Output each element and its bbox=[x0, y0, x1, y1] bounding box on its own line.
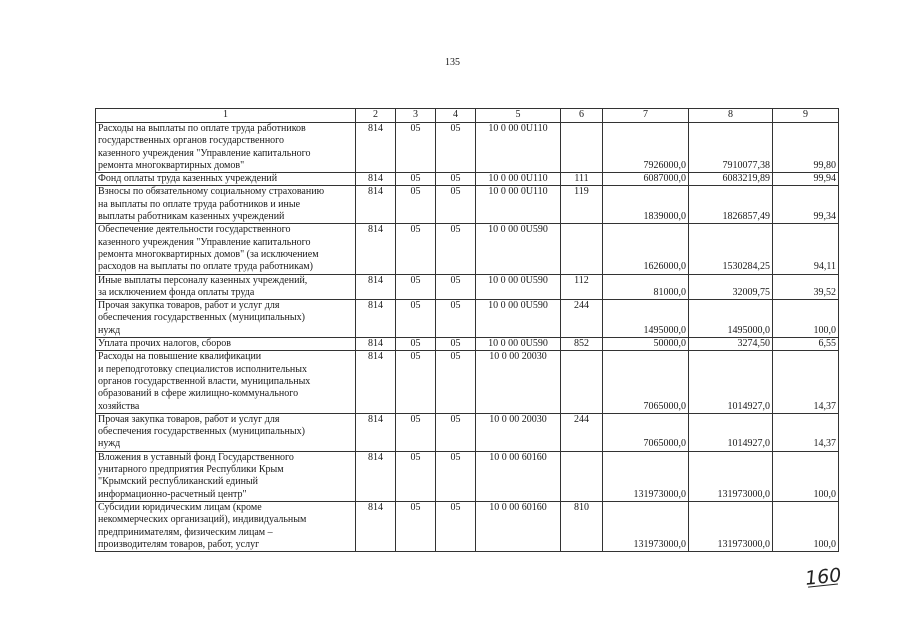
row-code-2: 814 bbox=[356, 451, 396, 501]
row-code-6: 852 bbox=[561, 338, 603, 351]
row-code-5: 10 0 00 0U110 bbox=[476, 173, 561, 186]
row-code-4: 05 bbox=[436, 186, 476, 224]
table-row bbox=[96, 300, 839, 338]
row-code-5: 10 0 00 20030 bbox=[476, 413, 561, 451]
row-code-3: 05 bbox=[396, 338, 436, 351]
row-value-7: 81000,0 bbox=[603, 274, 689, 300]
row-code-4: 05 bbox=[436, 173, 476, 186]
row-code-2: 814 bbox=[356, 224, 396, 274]
row-percent-9: 14,37 bbox=[773, 351, 839, 413]
row-value-8: 1826857,49 bbox=[689, 186, 773, 224]
column-header: 8 bbox=[689, 109, 773, 123]
row-code-5: 10 0 00 0U590 bbox=[476, 338, 561, 351]
row-description bbox=[96, 186, 356, 224]
row-value-8: 131973000,0 bbox=[689, 501, 773, 551]
row-code-5: 10 0 00 0U590 bbox=[476, 300, 561, 338]
row-code-2: 814 bbox=[356, 173, 396, 186]
row-value-8: 3274,50 bbox=[689, 338, 773, 351]
row-code-5: 10 0 00 0U590 bbox=[476, 274, 561, 300]
row-code-6: 244 bbox=[561, 413, 603, 451]
row-code-6 bbox=[561, 224, 603, 274]
row-description bbox=[96, 413, 356, 451]
row-code-3: 05 bbox=[396, 351, 436, 413]
row-percent-9: 100,0 bbox=[773, 501, 839, 551]
row-description-text: Взносы по обязательному социальному страхованию на выплаты по оплате труда работников и иные выплаты работникам казенных учреждений bbox=[98, 186, 325, 223]
row-value-8: 1014927,0 bbox=[689, 351, 773, 413]
column-header: 2 bbox=[356, 109, 396, 123]
row-value-7: 1839000,0 bbox=[603, 186, 689, 224]
row-code-2: 814 bbox=[356, 274, 396, 300]
column-header: 1 bbox=[96, 109, 356, 123]
table-row bbox=[96, 186, 839, 224]
row-percent-9: 99,34 bbox=[773, 186, 839, 224]
row-code-6: 112 bbox=[561, 274, 603, 300]
row-value-8: 1495000,0 bbox=[689, 300, 773, 338]
row-code-4: 05 bbox=[436, 274, 476, 300]
row-description-text: Иные выплаты персоналу казенных учреждений, за исключением фонда оплаты труда bbox=[98, 274, 308, 298]
row-code-4: 05 bbox=[436, 224, 476, 274]
row-code-6: 111 bbox=[561, 173, 603, 186]
row-value-7: 50000,0 bbox=[603, 338, 689, 351]
column-header: 3 bbox=[396, 109, 436, 123]
page-number: 135 bbox=[445, 57, 460, 68]
handwritten-mark-text: 160 bbox=[804, 564, 843, 590]
row-value-7: 1495000,0 bbox=[603, 300, 689, 338]
row-value-7: 7065000,0 bbox=[603, 413, 689, 451]
row-code-3: 05 bbox=[396, 224, 436, 274]
row-value-7: 1626000,0 bbox=[603, 224, 689, 274]
row-description-text: Обеспечение деятельности государственного казенного учреждения "Управление капитального ремонта многоквартирных домов" (за исключением расходов на выплаты по оплате труда работникам) bbox=[98, 224, 319, 273]
row-code-6 bbox=[561, 351, 603, 413]
row-description-text: Расходы на повышение квалификации и переподготовку специалистов исполнительных органов государственной власти, муниципальных образований в сфере жилищно-коммунального хозяйства bbox=[98, 351, 311, 412]
table-row bbox=[96, 123, 839, 173]
row-code-2: 814 bbox=[356, 186, 396, 224]
row-code-3: 05 bbox=[396, 173, 436, 186]
row-code-2: 814 bbox=[356, 501, 396, 551]
row-code-2: 814 bbox=[356, 123, 396, 173]
row-description bbox=[96, 123, 356, 173]
table-row bbox=[96, 173, 839, 186]
table-row bbox=[96, 351, 839, 413]
row-code-6: 119 bbox=[561, 186, 603, 224]
row-description bbox=[96, 173, 356, 186]
budget-table bbox=[95, 108, 839, 552]
row-code-4: 05 bbox=[436, 123, 476, 173]
row-description-text: Вложения в уставный фонд Государственного унитарного предприятия Республики Крым "Крымский республиканский единый информационно-расчетный центр" bbox=[98, 451, 294, 500]
row-percent-9: 14,37 bbox=[773, 413, 839, 451]
row-value-8: 7910077,38 bbox=[689, 123, 773, 173]
row-code-3: 05 bbox=[396, 451, 436, 501]
column-header: 4 bbox=[436, 109, 476, 123]
row-code-6: 810 bbox=[561, 501, 603, 551]
row-description bbox=[96, 300, 356, 338]
row-value-7: 7926000,0 bbox=[603, 123, 689, 173]
row-description bbox=[96, 501, 356, 551]
table-header-row bbox=[96, 109, 839, 123]
row-percent-9: 100,0 bbox=[773, 300, 839, 338]
row-description bbox=[96, 351, 356, 413]
handwritten-page-mark bbox=[804, 564, 842, 588]
row-value-8: 1530284,25 bbox=[689, 224, 773, 274]
row-value-8: 6083219,89 bbox=[689, 173, 773, 186]
row-value-8: 1014927,0 bbox=[689, 413, 773, 451]
table-row bbox=[96, 451, 839, 501]
row-percent-9: 94,11 bbox=[773, 224, 839, 274]
row-code-6 bbox=[561, 451, 603, 501]
row-code-4: 05 bbox=[436, 338, 476, 351]
row-code-5: 10 0 00 20030 bbox=[476, 351, 561, 413]
row-description-text: Прочая закупка товаров, работ и услуг для обеспечения государственных (муниципальных) нужд bbox=[98, 300, 305, 336]
row-code-6 bbox=[561, 123, 603, 173]
table-row bbox=[96, 501, 839, 551]
column-header: 7 bbox=[603, 109, 689, 123]
row-code-4: 05 bbox=[436, 300, 476, 338]
row-value-7: 131973000,0 bbox=[603, 451, 689, 501]
row-percent-9: 99,94 bbox=[773, 173, 839, 186]
row-description bbox=[96, 274, 356, 300]
row-code-4: 05 bbox=[436, 413, 476, 451]
row-code-3: 05 bbox=[396, 413, 436, 451]
row-code-5: 10 0 00 0U110 bbox=[476, 186, 561, 224]
row-code-3: 05 bbox=[396, 274, 436, 300]
row-description bbox=[96, 224, 356, 274]
row-description bbox=[96, 338, 356, 351]
row-code-3: 05 bbox=[396, 123, 436, 173]
column-header: 9 bbox=[773, 109, 839, 123]
row-percent-9: 100,0 bbox=[773, 451, 839, 501]
row-description-text: Субсидии юридическим лицам (кроме некоммерческих организаций), индивидуальным предпринимателям, физическим лицам – производителям товаров, работ, услуг bbox=[98, 501, 307, 550]
row-percent-9: 6,55 bbox=[773, 338, 839, 351]
row-description-text: Уплата прочих налогов, сборов bbox=[98, 338, 231, 350]
row-description bbox=[96, 451, 356, 501]
row-code-5: 10 0 00 60160 bbox=[476, 501, 561, 551]
row-percent-9: 99,80 bbox=[773, 123, 839, 173]
row-description-text: Прочая закупка товаров, работ и услуг для обеспечения государственных (муниципальных) нужд bbox=[98, 413, 305, 450]
table-row bbox=[96, 338, 839, 351]
row-value-7: 131973000,0 bbox=[603, 501, 689, 551]
row-code-3: 05 bbox=[396, 186, 436, 224]
row-code-2: 814 bbox=[356, 300, 396, 338]
row-value-7: 7065000,0 bbox=[603, 351, 689, 413]
row-code-2: 814 bbox=[356, 338, 396, 351]
row-code-5: 10 0 00 0U110 bbox=[476, 123, 561, 173]
row-code-3: 05 bbox=[396, 300, 436, 338]
row-code-5: 10 0 00 0U590 bbox=[476, 224, 561, 274]
row-code-5: 10 0 00 60160 bbox=[476, 451, 561, 501]
table-row bbox=[96, 224, 839, 274]
table-row bbox=[96, 274, 839, 300]
row-code-4: 05 bbox=[436, 451, 476, 501]
row-description-text: Расходы на выплаты по оплате труда работников государственных органов государственного казенного учреждения "Управление капитального ремонта многоквартирных домов" bbox=[98, 123, 311, 171]
table-row bbox=[96, 413, 839, 451]
row-code-2: 814 bbox=[356, 413, 396, 451]
row-code-4: 05 bbox=[436, 501, 476, 551]
row-description-text: Фонд оплаты труда казенных учреждений bbox=[98, 173, 278, 185]
row-value-8: 131973000,0 bbox=[689, 451, 773, 501]
row-code-2: 814 bbox=[356, 351, 396, 413]
column-header: 5 bbox=[476, 109, 561, 123]
column-header: 6 bbox=[561, 109, 603, 123]
row-code-6: 244 bbox=[561, 300, 603, 338]
row-value-8: 32009,75 bbox=[689, 274, 773, 300]
row-code-4: 05 bbox=[436, 351, 476, 413]
row-value-7: 6087000,0 bbox=[603, 173, 689, 186]
row-percent-9: 39,52 bbox=[773, 274, 839, 300]
row-code-3: 05 bbox=[396, 501, 436, 551]
